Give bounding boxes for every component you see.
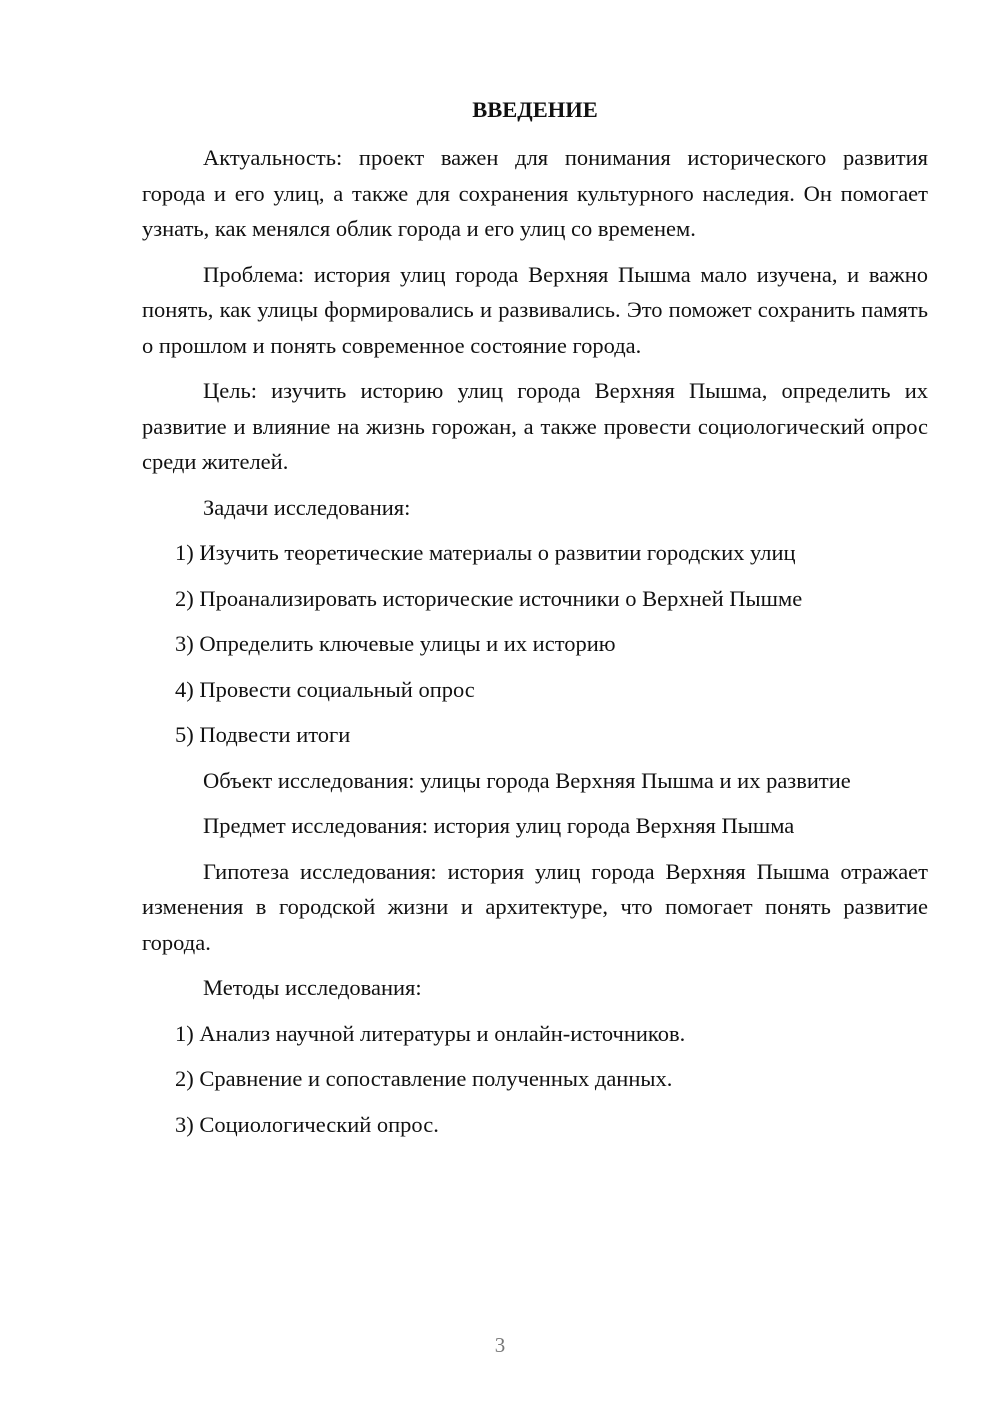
relevance-paragraph: Актуальность: проект важен для понимания исторического развития города и его улиц, а также для сохранения культурного наследия. Он помогает узнать, как менялся облик города и его улиц со временем. [142, 145, 928, 241]
list-item: 3) Определить ключевые улицы и их историю [175, 631, 616, 656]
page-content [142, 94, 928, 1152]
hypothesis-paragraph: Гипотеза исследования: история улиц города Верхняя Пышма отражает изменения в городской жизни и архитектуре, что помогает понять развитие города. [142, 858, 928, 955]
page-title: ВВЕДЕНИЕ [472, 97, 598, 122]
tasks-label: Задачи исследования: [203, 494, 411, 520]
subject-paragraph: Предмет исследования: история улиц города Верхняя Пышма [203, 813, 795, 838]
list-item: 4) Провести социальный опрос [175, 676, 475, 702]
goal-paragraph: Цель: изучить историю улиц города Верхняя Пышма, определить их развитие и влияние на жизнь горожан, а также провести социологический опрос среди жителей. [142, 378, 928, 474]
list-item: 5) Подвести итоги [175, 722, 351, 747]
tasks-list [142, 535, 928, 753]
list-item: 3) Социологический опрос. [175, 1111, 439, 1137]
object-paragraph: Объект исследования: улицы города Верхняя Пышма и их развитие [203, 767, 851, 793]
list-item: 1) Изучить теоретические материалы о развитии городских улиц [175, 540, 796, 565]
problem-paragraph: Проблема: история улиц города Верхняя Пышма мало изучена, и важно понять, как улицы формировались и развивались. Это поможет сохранить память о прошлом и понять современное состояние города. [142, 261, 928, 358]
methods-label: Методы исследования: [203, 975, 422, 1000]
methods-list [142, 1016, 928, 1143]
list-item: 1) Анализ научной литературы и онлайн-источников. [175, 1020, 686, 1046]
list-item: 2) Проанализировать исторические источники о Верхней Пышме [175, 585, 803, 611]
list-item: 2) Сравнение и сопоставление полученных данных. [175, 1066, 673, 1091]
page-number: 3 [494, 1333, 506, 1357]
